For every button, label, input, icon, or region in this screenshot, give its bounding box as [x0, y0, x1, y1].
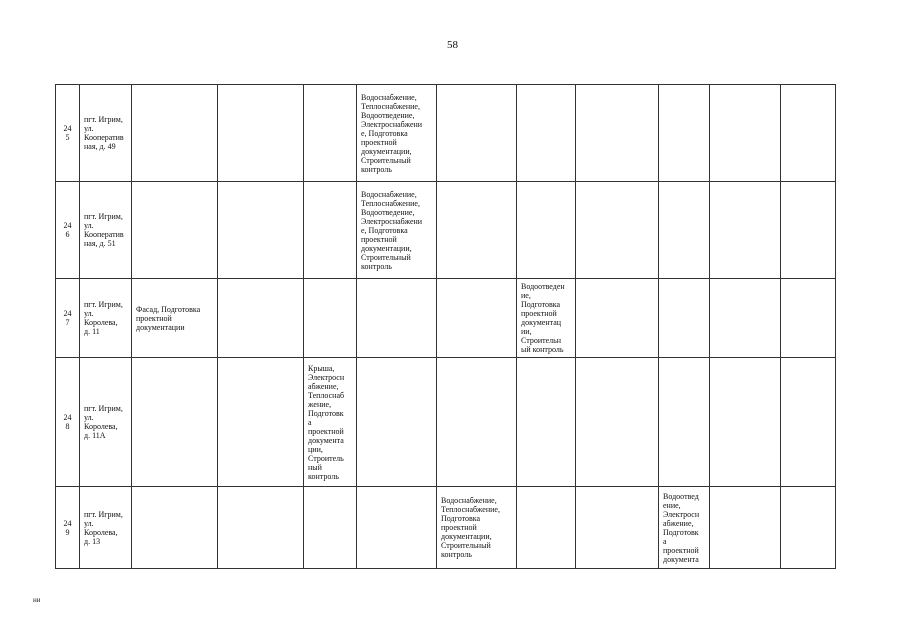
empty-cell [576, 182, 659, 279]
empty-cell [357, 279, 437, 358]
row-number: 24 5 [56, 85, 80, 182]
table-row [56, 358, 836, 487]
capital-repair-table [55, 84, 836, 569]
work-type-cell: Водоснабжение, Теплоснабжение, Водоотведение, Электроснабжени е, Подготовка проектной документации, Строительный контроль [357, 182, 437, 279]
page-number: 58 [447, 39, 458, 51]
work-type-cell: Водоотвед ение, Электросн абжение, Подготовк а проектной документа [659, 487, 710, 569]
empty-cell [357, 487, 437, 569]
empty-cell [781, 487, 836, 569]
empty-cell [304, 279, 357, 358]
empty-cell [218, 279, 304, 358]
work-type-cell: Водоснабжение, Теплоснабжение, Водоотведение, Электроснабжени е, Подготовка проектной документации, Строительный контроль [357, 85, 437, 182]
row-number: 24 6 [56, 182, 80, 279]
empty-cell [218, 487, 304, 569]
work-type-cell: Водоснабжение, Теплоснабжение, Подготовка проектной документации, Строительный контроль [437, 487, 517, 569]
empty-cell [437, 279, 517, 358]
empty-cell [437, 85, 517, 182]
table-row [56, 279, 836, 358]
work-type-cell: Крыша, Электросн абжение, Теплоснаб жение, Подготовк а проектной документа ции, Строитель ный контроль [304, 358, 357, 487]
empty-cell [781, 358, 836, 487]
empty-cell [576, 358, 659, 487]
empty-cell [132, 182, 218, 279]
empty-cell [710, 279, 781, 358]
empty-cell [218, 182, 304, 279]
empty-cell [659, 85, 710, 182]
empty-cell [576, 487, 659, 569]
address-cell: пгт. Игрим, ул. Королева, д. 11А [80, 358, 132, 487]
empty-cell [517, 85, 576, 182]
address-cell: пгт. Игрим, ул. Королева, д. 11 [80, 279, 132, 358]
empty-cell [304, 487, 357, 569]
empty-cell [781, 85, 836, 182]
empty-cell [781, 182, 836, 279]
empty-cell [576, 279, 659, 358]
empty-cell [659, 279, 710, 358]
empty-cell [437, 358, 517, 487]
address-cell: пгт. Игрим, ул. Кооператив ная, д. 49 [80, 85, 132, 182]
table-row [56, 487, 836, 569]
empty-cell [218, 85, 304, 182]
table-row [56, 182, 836, 279]
address-cell: пгт. Игрим, ул. Кооператив ная, д. 51 [80, 182, 132, 279]
empty-cell [218, 358, 304, 487]
empty-cell [781, 279, 836, 358]
empty-cell [132, 85, 218, 182]
empty-cell [304, 182, 357, 279]
empty-cell [437, 182, 517, 279]
table-row [56, 85, 836, 182]
work-type-cell: Фасад, Подготовка проектной документации [132, 279, 218, 358]
empty-cell [659, 358, 710, 487]
row-number: 24 8 [56, 358, 80, 487]
empty-cell [357, 358, 437, 487]
empty-cell [659, 182, 710, 279]
footer-mark: ни [33, 596, 41, 604]
empty-cell [517, 487, 576, 569]
empty-cell [576, 85, 659, 182]
work-type-cell: Водоотведен ие, Подготовка проектной документац ии, Строительн ый контроль [517, 279, 576, 358]
empty-cell [304, 85, 357, 182]
empty-cell [517, 182, 576, 279]
empty-cell [710, 182, 781, 279]
empty-cell [517, 358, 576, 487]
empty-cell [132, 358, 218, 487]
row-number: 24 9 [56, 487, 80, 569]
address-cell: пгт. Игрим, ул. Королева, д. 13 [80, 487, 132, 569]
empty-cell [710, 358, 781, 487]
row-number: 24 7 [56, 279, 80, 358]
empty-cell [710, 85, 781, 182]
empty-cell [132, 487, 218, 569]
empty-cell [710, 487, 781, 569]
